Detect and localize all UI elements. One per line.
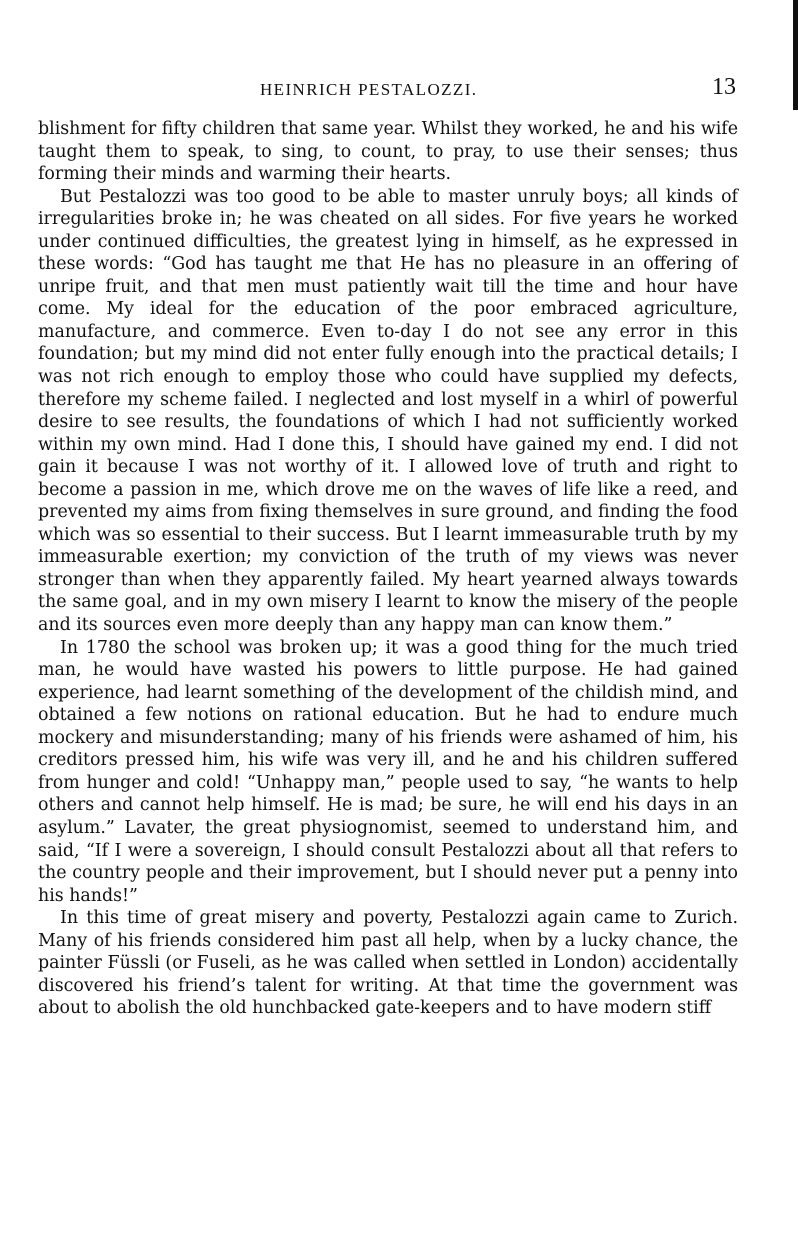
running-head [38, 74, 738, 108]
paragraph-zurich: In this time of great misery and poverty, Pestalozzi again came to Zurich. Many of his friends considered him past all help, when by a lucky chance, the painter Füssli (or Fuseli, as he was called when settled in London) accidentally discovered his friend’s talent for writing. At that time the government was about to abolish the old hunchbacked gate-keepers and to have modern stiff [38, 908, 738, 1019]
paragraph-1780: In 1780 the school was broken up; it was a good thing for the much tried man, he would have wasted his powers to little purpose. He had gained experience, had learnt something of the development of the childish mind, and obtained a few notions on rational education. But he had to endure much mockery and misunderstanding; many of his friends were ashamed of him, his creditors pressed him, his wife was very ill, and he and his children suffered from hunger and cold! “Unhappy man,” people used to say, “he wants to help others and cannot help himself. He is mad; be sure, he will end his days in an asylum.” Lavater, the great physiognomist, seemed to understand him, and said, “If I were a sovereign, I should consult Pestalozzi about all that refers to the country people and their improvement, but I should never put a penny into his hands!” [38, 637, 738, 906]
paragraph-pestalozzi-quote: But Pestalozzi was too good to be able to master unruly boys; all kinds of irregularities broke in; he was cheated on all sides. For five years he worked under continued difficulties, the greatest lying in himself, as he expressed in these words: “God has taught me that He has no pleasure in an offering of unripe fruit, and that men must patiently wait till the time and hour have come. My ideal for the education of the poor embraced agriculture, manufacture, and commerce. Even to-day I do not see any error in this foundation; but my mind did not enter fully enough into the practical details; I was not rich enough to employ those who could have supplied my defects, therefore my scheme failed. I neglected and lost myself in a whirl of powerful desire to see results, the foundations of which I had not sufficiently worked within my own mind. Had I done this, I should have gained my end. I did not gain it because I was not worthy of it. I allowed love of truth and right to become a passion in me, which drove me on the waves of life like a reed, and prevented my aims from fixing themselves in sure ground, and finding the food which was so essential to their success. But I learnt immeasurable truth by my immeasurable exertion; my conviction of the truth of my views was never stronger than when they apparently failed. My heart yearned always towards the same goal, and in my own misery I learnt to know the misery of the people and its sources even more deeply than any happy man can know them.” [38, 186, 738, 636]
paragraph-continuation: blishment for fifty children that same year. Whilst they worked, he and his wife taught them to speak, to sing, to count, to pray, to use their senses; thus forming their minds and warming their hearts. [38, 119, 738, 185]
body-text [38, 118, 738, 1020]
running-title: HEINRICH PESTALOZZI. [260, 80, 478, 99]
page-number: 13 [712, 74, 736, 100]
book-page [38, 74, 738, 1020]
page-edge-rule [793, 0, 798, 110]
